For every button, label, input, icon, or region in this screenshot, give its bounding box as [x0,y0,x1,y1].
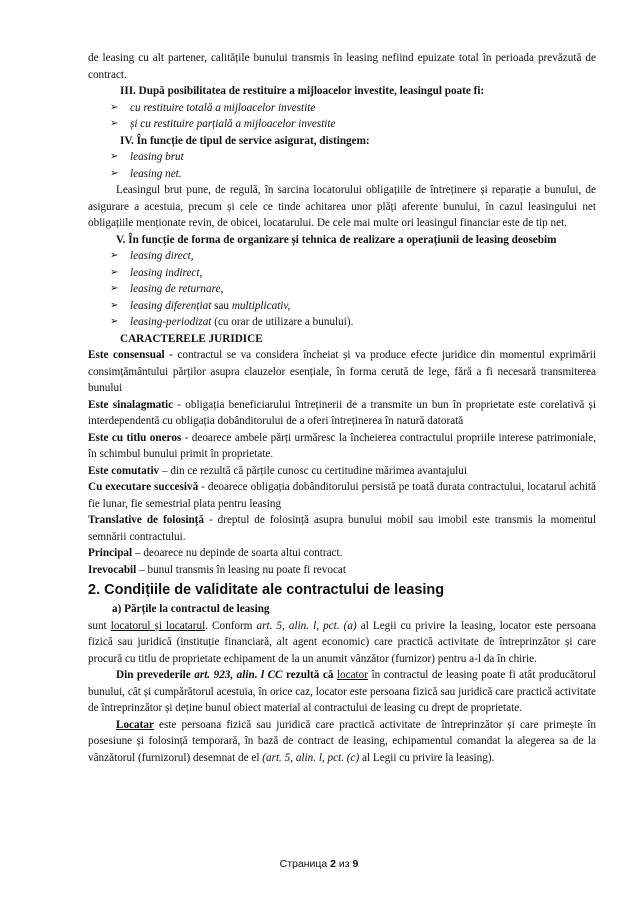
paragraph: Din prevederile art. 923, alin. l CC rezultă că locator în contractul de leasing poate fi atât producătorul bunului, cât și cumpărătorul acestuia, în orice caz, locator este persoana fizică sau juridică care practică activitate de întreprinzător și deține bunul obiect material al contractului de leasing cu drept de proprietate. [88,669,596,714]
bullet-list [88,248,596,331]
heading-restitution: III. După posibilitatea de restituire a mijloacelor investite, leasingul poate fi: [120,85,485,97]
heading-organization: V. În funcție de forma de organizare și tehnica de realizare a operațiunii de leasing deosebim [116,233,557,246]
list-item: ➢ leasing de returnare, [88,281,596,298]
paragraph: Este consensual - contractul se va considera încheiat și va produce efecte juridice din momentul exprimării consimțământului părților asupra clauzelor esențiale, în forma cerută de lege, fără a fi necesară transmiterea bunului [88,349,596,394]
current-page-number: 2 [330,858,336,870]
list-item: ➢ leasing direct, [88,248,596,265]
arrow-bullet-icon: ➢ [110,316,119,327]
heading-legal-characteristics: CARACTERELE JURIDICE [120,332,263,345]
arrow-bullet-icon: ➢ [110,250,119,261]
paragraph: Este cu titlu oneros - deoarece ambele părți urmăresc la încheierea contractului propriile interese patrimoniale, în schimbul bunului primit în proprietate. [88,431,596,460]
page-footer: Страница 2 из 9 [279,858,359,870]
paragraph: Este sinalagmatic - obligația beneficiarului întreținerii de a transmite un bun în proprietate este corelativă și interdependentă cu obligația dobânditorului de a oferi întreținerea în natură datorată [88,398,596,427]
arrow-bullet-icon: ➢ [110,299,119,311]
list-item: ➢ cu restituire totală a mijloacelor investite [88,100,596,117]
arrow-bullet-icon: ➢ [110,101,119,113]
paragraph: Translative de folosință - dreptul de folosință asupra bunului mobil sau imobil este transmis la momentul semnării contractului. [88,514,596,543]
subsection-heading: a) Părțile la contractul de leasing [112,603,270,615]
heading-service: IV. În funcție de tipul de service asigurat, distingem: [120,134,370,147]
paragraph: Cu executare succesivă - deoarece obligația dobânditorului persistă pe toată durata contractului, locatarul achită fie lunar, fie semestrial plata pentru leasing [88,481,597,510]
section-heading: 2. Condițiile de validitate ale contractului de leasing [88,582,445,598]
list-item: ➢ leasing-periodizat (cu orar de utilizare a bunului). [88,314,596,331]
bullet-list [88,100,596,133]
arrow-bullet-icon: ➢ [110,283,119,294]
paragraph: de leasing cu alt partener, calitățile bunului transmis în leasing nefiind epuizate total în perioada prevăzută de contract. [88,52,596,81]
paragraph: Leasingul brut pune, de regulă, în sarcina locatorului obligațiile de întreținere și reparație a bunului, de asigurare a acestuia, precum și cele ce tinde achitarea unor plăți aferente bunului, în cazul leasingului net obligațiile menționate revin, de obicei, locatarului. De cele mai multe ori leasingul financiar este de tip net. [88,184,596,229]
list-item: ➢ leasing net. [88,166,596,183]
arrow-bullet-icon: ➢ [110,167,119,179]
list-item: ➢ leasing diferențiat sau multiplicativ, [88,298,596,315]
total-pages: 9 [352,858,359,870]
page-body [88,50,596,766]
paragraph: Irevocabil – bunul transmis în leasing nu poate fi revocat [88,563,346,576]
list-item: ➢ leasing brut [88,149,596,166]
paragraph: Este comutativ – din ce rezultă că părțile cunosc cu certitudine mărimea avantajului [88,464,467,477]
list-item: ➢ și cu restituire parțială a mijloacelor investite [88,116,596,133]
list-item: ➢ leasing indirect, [88,265,596,282]
arrow-bullet-icon: ➢ [110,266,119,278]
arrow-bullet-icon: ➢ [110,151,119,162]
bullet-list [88,149,596,182]
paragraph: sunt locatorul și locatarul. Conform art. 5, alin. l, pct. (a) al Legii cu privire la leasing, locator este persoana fizică sau juridică (instituție financiară, alt agent economic) care practică activitate de întreprinzător și care procură cu titlu de proprietate echipament de la un anumit vânzător (furnizor) pentru a-l da în chirie. [88,619,597,665]
arrow-bullet-icon: ➢ [110,118,119,129]
paragraph: Principal – deoarece nu depinde de soarta altui contract. [88,547,343,559]
paragraph: Locatar este persoana fizică sau juridică care practică activitate de întreprinzător și care primește în posesiune și folosință temporară, în bază de contract de leasing, echipamentul comandat la alegerea sa de la vânzătorul (furnizorul) desemnat de el (art. 5, alin. l, pct. (c) al Legii cu privire la leasing). [88,718,596,764]
